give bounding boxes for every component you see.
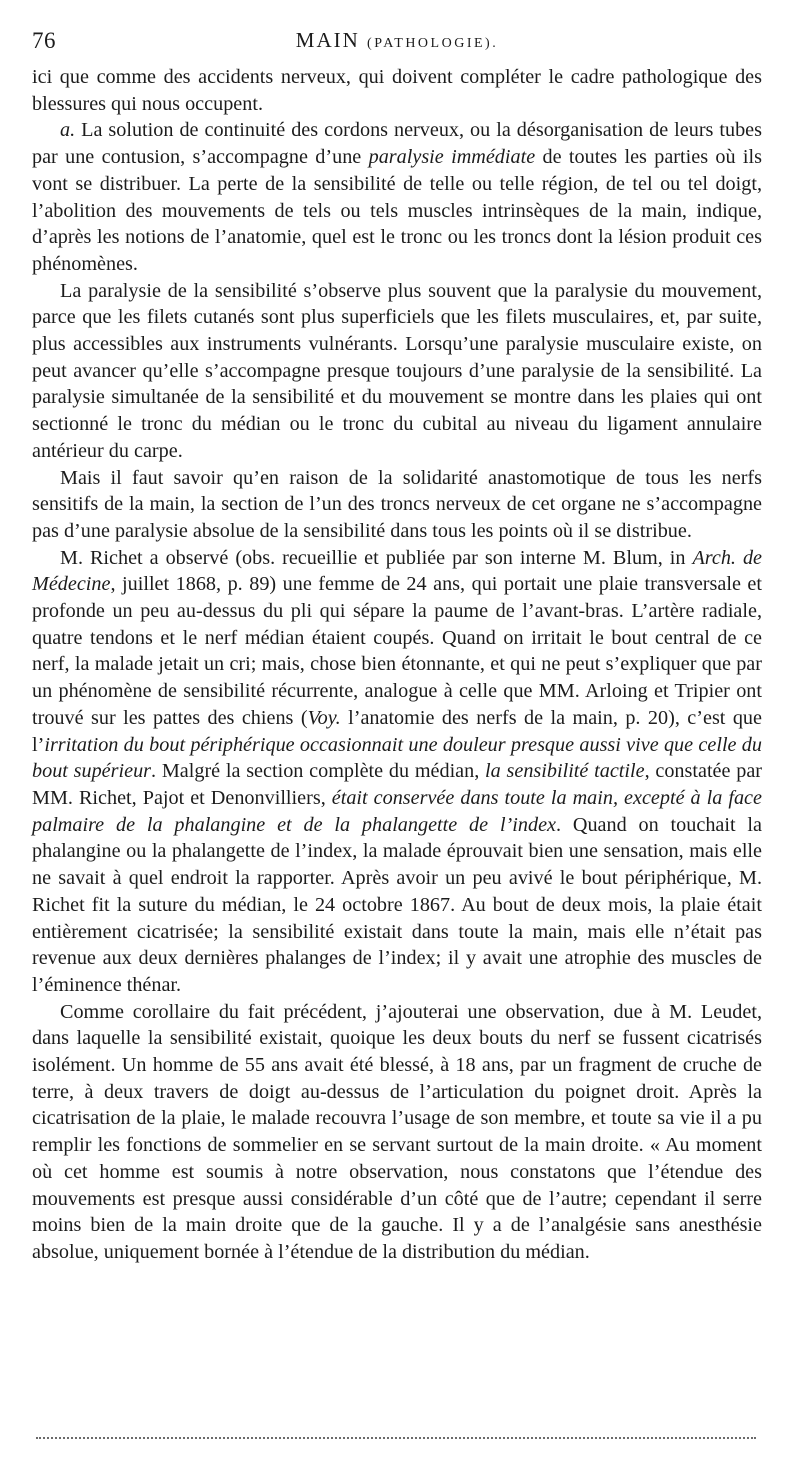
text-segment: Mais il faut savoir qu’en raison de la solidarité anastomotique de tous les nerfs sensitifs de la main, la section de l’un des troncs nerveux de cet organe ne s’accompagne pas d’une paralysie absolue de la sensibilité dans tous les points où il se distribue. (32, 466, 762, 542)
header-title-subtitle: (PATHOLOGIE). (367, 36, 499, 51)
paragraph (32, 999, 762, 1266)
text-segment: ici que comme des accidents nerveux, qui doivent compléter le cadre pathologique des blessures qui nous occupent. (32, 66, 762, 115)
header-title-main: MAIN (295, 28, 360, 52)
text-segment: . Quand on touchait la phalangine ou la phalangette de l’index, la malade éprouvait bien une sensation, mais elle ne savait à quel endroit la rapporter. Après avoir un peu avivé le bout périphérique, M. Richet fit la suture du médian, le 24 octobre 1867. Au bout de deux mois, la plaie était entièrement cicatrisée; la sensibilité existait dans toute la main, mais elle n’était pas revenue aux deux dernières phalanges de l’index; il y avait une atrophie des muscles de l’éminence thénar. (32, 813, 762, 996)
italic-text-segment: la sensibilité tactile (485, 760, 645, 783)
paragraph (32, 465, 762, 545)
paragraph (32, 545, 762, 999)
page-number: 76 (32, 28, 56, 53)
body-text (32, 64, 762, 1266)
italic-text-segment: paralysie immédiate (368, 146, 536, 169)
text-segment: Comme corollaire du fait précédent, j’ajouterai une observation, due à M. Leudet, dans laquelle la sensibilité existait, quoique les deux bouts du nerf se fussent cicatrisés isolément. Un homme de 55 ans avait été blessé, à 18 ans, par un fragment de cruche de terre, à deux travers de doigt au-dessus de l’articulation du poignet droit. Après la cicatrisation de la plaie, le malade recouvra l’usage de son membre, et toute sa vie il a pu remplir les fonctions de sommelier en se servant surtout de la main droite. « Au moment où cet homme est soumis à notre observation, nous constatons que l’étendue des mouvements est presque aussi considérable d’un côté que de l’autre; cependant il serre moins bien de la main droite que de la gauche. Il y a de l’analgésie sans anesthésie absolue, uniquement bornée à l’étendue de la distribution du médian. (32, 1000, 762, 1263)
italic-text-segment: était conservée dans toute la main, excepté à la face palmaire de la phalangine et de la phalangette de l’index (32, 786, 762, 836)
text-segment: M. Richet a observé (obs. recueillie et publiée par son interne M. Blum, in (60, 546, 693, 569)
text-segment: La solution de continuité des cordons nerveux, ou la désorganisation de leurs tubes par une contusion, s’accompagne d’une (32, 119, 762, 169)
page-header-title (32, 28, 762, 53)
running-head (32, 24, 762, 64)
italic-text-segment: Voy. (307, 706, 341, 729)
footer-dotted-rule (36, 1437, 756, 1439)
text-segment: . Malgré la section complète du médian, (151, 760, 486, 783)
text-segment: La paralysie de la sensibilité s’observe plus souvent que la paralysie du mouvement, parce que les filets cutanés sont plus superficiels que les filets musculaires, et, par suite, plus accessibles aux instruments vulnérants. Lorsqu’une paralysie musculaire existe, on peut avancer qu’elle s’accompagne presque toujours d’une paralysie de la sensibilité. La paralysie simultanée de la sensibilité et du mouvement se montre dans les plaies qui ont sectionné le tronc du médian ou le tronc du cubital au niveau du ligament annulaire antérieur du carpe. (32, 279, 762, 462)
italic-text-segment: irritation du bout périphérique occasionnait une douleur presque aussi vive que celle du bout supérieur (32, 733, 762, 783)
text-segment: l’anatomie des nerfs de la main, p. 20), c’est que l’ (32, 706, 762, 756)
italic-text-segment: a. (60, 119, 76, 142)
italic-text-segment: Arch. de Médecine (32, 546, 763, 596)
paragraph (32, 64, 762, 117)
paragraph (32, 117, 762, 277)
text-segment: , juillet 1868, p. 89) une femme de 24 ans, qui portait une plaie transversale et profonde un peu au-dessus du pli qui sépare la paume de l’avant-bras. L’artère radiale, quatre tendons et le nerf médian étaient coupés. Quand on irritait le bout central de ce nerf, la malade jetait un cri; mais, chose bien étonnante, et qui ne peut s’expliquer que par un phénomène de sensibilité récurrente, analogue à celle que MM. Arloing et Tripier ont trouvé sur les pattes des chiens ( (32, 573, 762, 729)
paragraph (32, 278, 762, 465)
text-segment: de toutes les parties où ils vont se distribuer. La perte de la sensibilité de telle ou telle région, de tel ou tel doigt, l’abolition des mouvements de tels ou tels muscles intrinsèques de la main, indique, d’après les notions de l’anatomie, quel est le tronc ou les troncs dont la lésion produit ces phénomènes. (32, 146, 762, 275)
text-segment: , constatée par MM. Richet, Pajot et Denonvilliers, (32, 760, 763, 809)
